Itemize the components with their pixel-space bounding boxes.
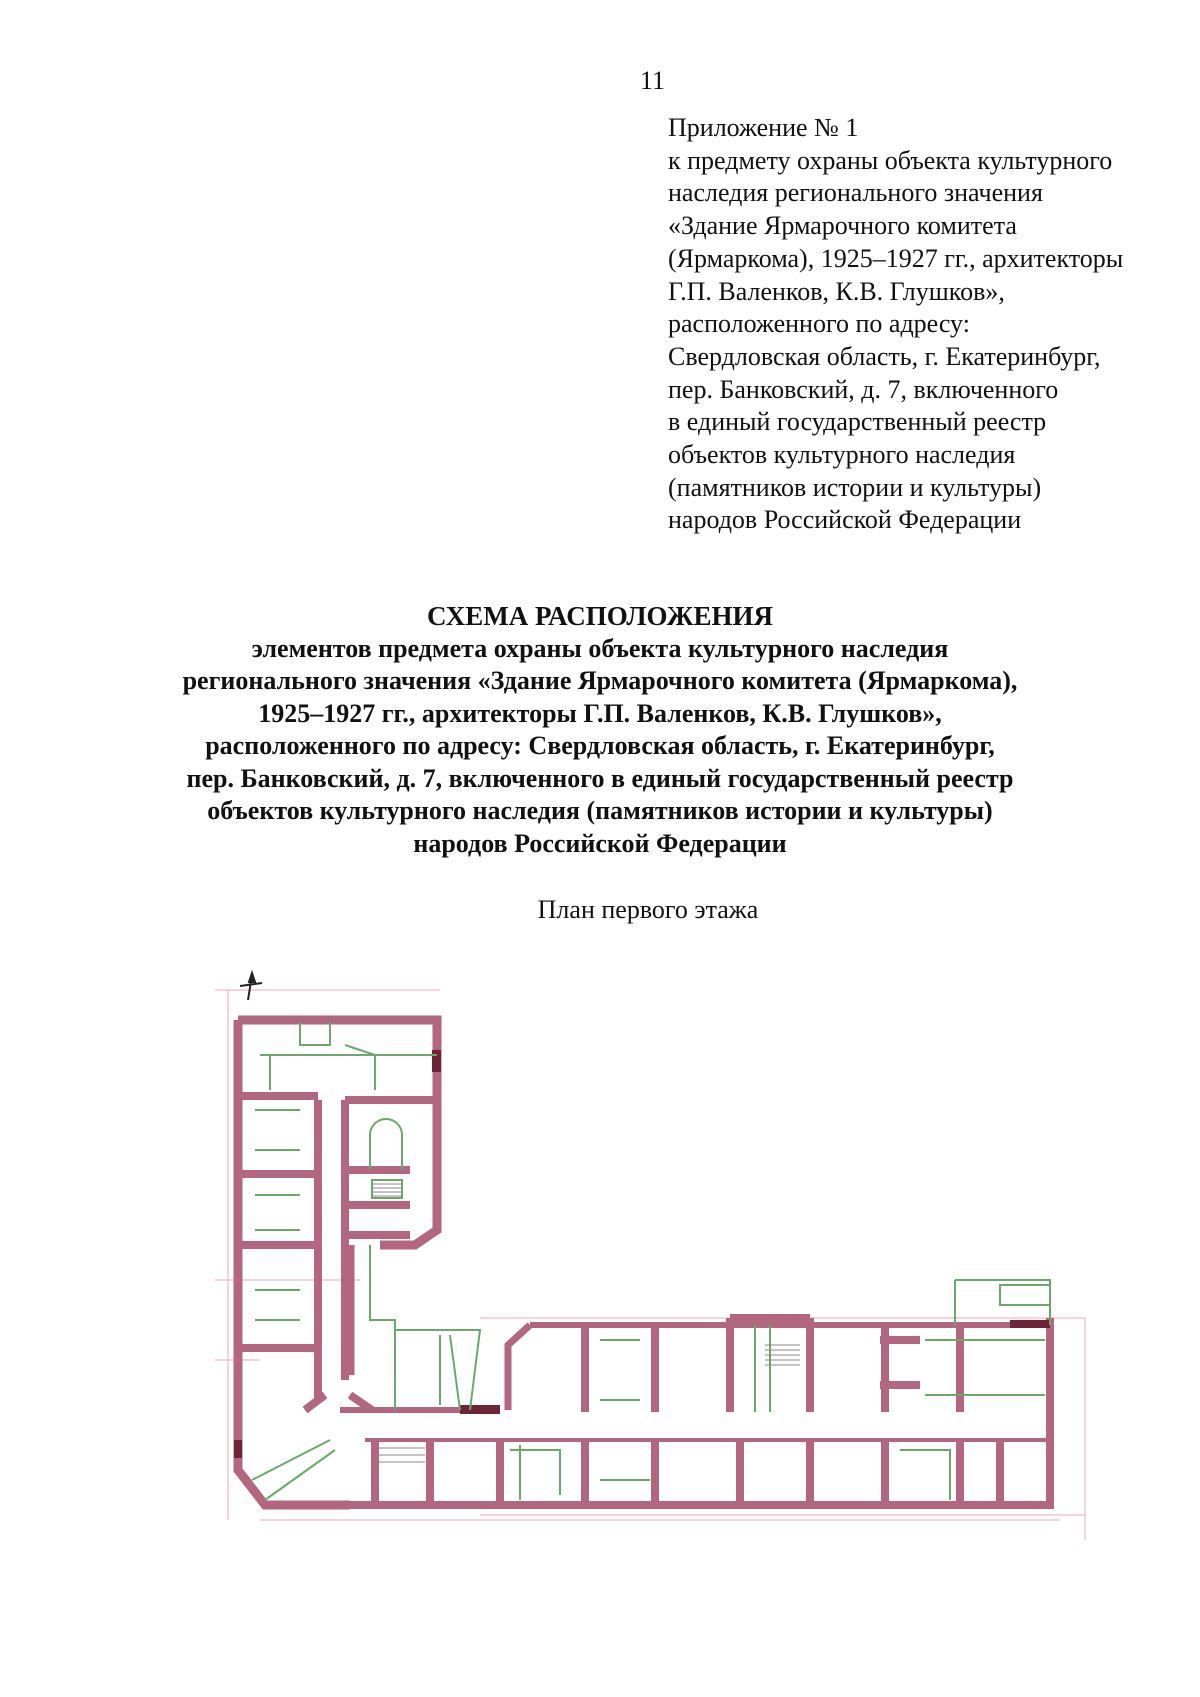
appendix-note — [668, 112, 1188, 537]
interior-partitions — [252, 1022, 1050, 1500]
appendix-line: «Здание Ярмарочного комитета — [668, 211, 1017, 241]
appendix-line: к предмету охраны объекта культурного — [668, 145, 1113, 175]
page-number: 11 — [640, 66, 666, 95]
appendix-line: Приложение № 1 — [668, 113, 859, 142]
appendix-line: объектов культурного наследия — [668, 440, 1016, 470]
scheme-title-line: регионального значения «Здание Ярмарочного комитета (Ярмаркома), — [182, 666, 1018, 695]
appendix-line: расположенного по адресу: — [668, 309, 970, 339]
west-wing-cross-walls — [238, 1096, 437, 1410]
appendix-line: наследия регионального значения — [668, 178, 1043, 208]
scheme-title-block — [0, 600, 1200, 860]
exterior-walls — [238, 1020, 1050, 1505]
plan-title: План первого этажа — [537, 895, 759, 924]
appendix-line: (памятников истории и культуры) — [668, 472, 1042, 502]
scheme-title-line: народов Российской Федерации — [413, 828, 787, 858]
north-arrow-icon — [240, 973, 262, 1000]
floor-plan — [200, 965, 1100, 1565]
appendix-line: в единый государственный реестр — [668, 407, 1047, 437]
appendix-line: Свердловская область, г. Екатеринбург, — [668, 341, 1101, 371]
scheme-title-line: объектов культурного наследия (памятников истории и культуры) — [207, 796, 993, 825]
appendix-line: Г.П. Валенков, К.В. Глушков», — [668, 276, 1005, 306]
scheme-title-line: элементов предмета охраны объекта культурного наследия — [251, 633, 949, 663]
appendix-line: народов Российской Федерации — [668, 505, 1022, 535]
scheme-title-line: расположенного по адресу: Свердловская область, г. Екатеринбург, — [205, 731, 995, 760]
scheme-title-line: пер. Банковский, д. 7, включенного в единый государственный реестр — [186, 763, 1014, 793]
appendix-line: пер. Банковский, д. 7, включенного — [668, 374, 1059, 404]
scheme-title-line: 1925–1927 гг., архитекторы Г.П. Валенков, К.В. Глушков», — [258, 698, 942, 728]
scheme-heading: СХЕМА РАСПОЛОЖЕНИЯ — [426, 601, 774, 631]
appendix-line: (Ярмаркома), 1925–1927 гг., архитекторы — [668, 243, 1124, 273]
